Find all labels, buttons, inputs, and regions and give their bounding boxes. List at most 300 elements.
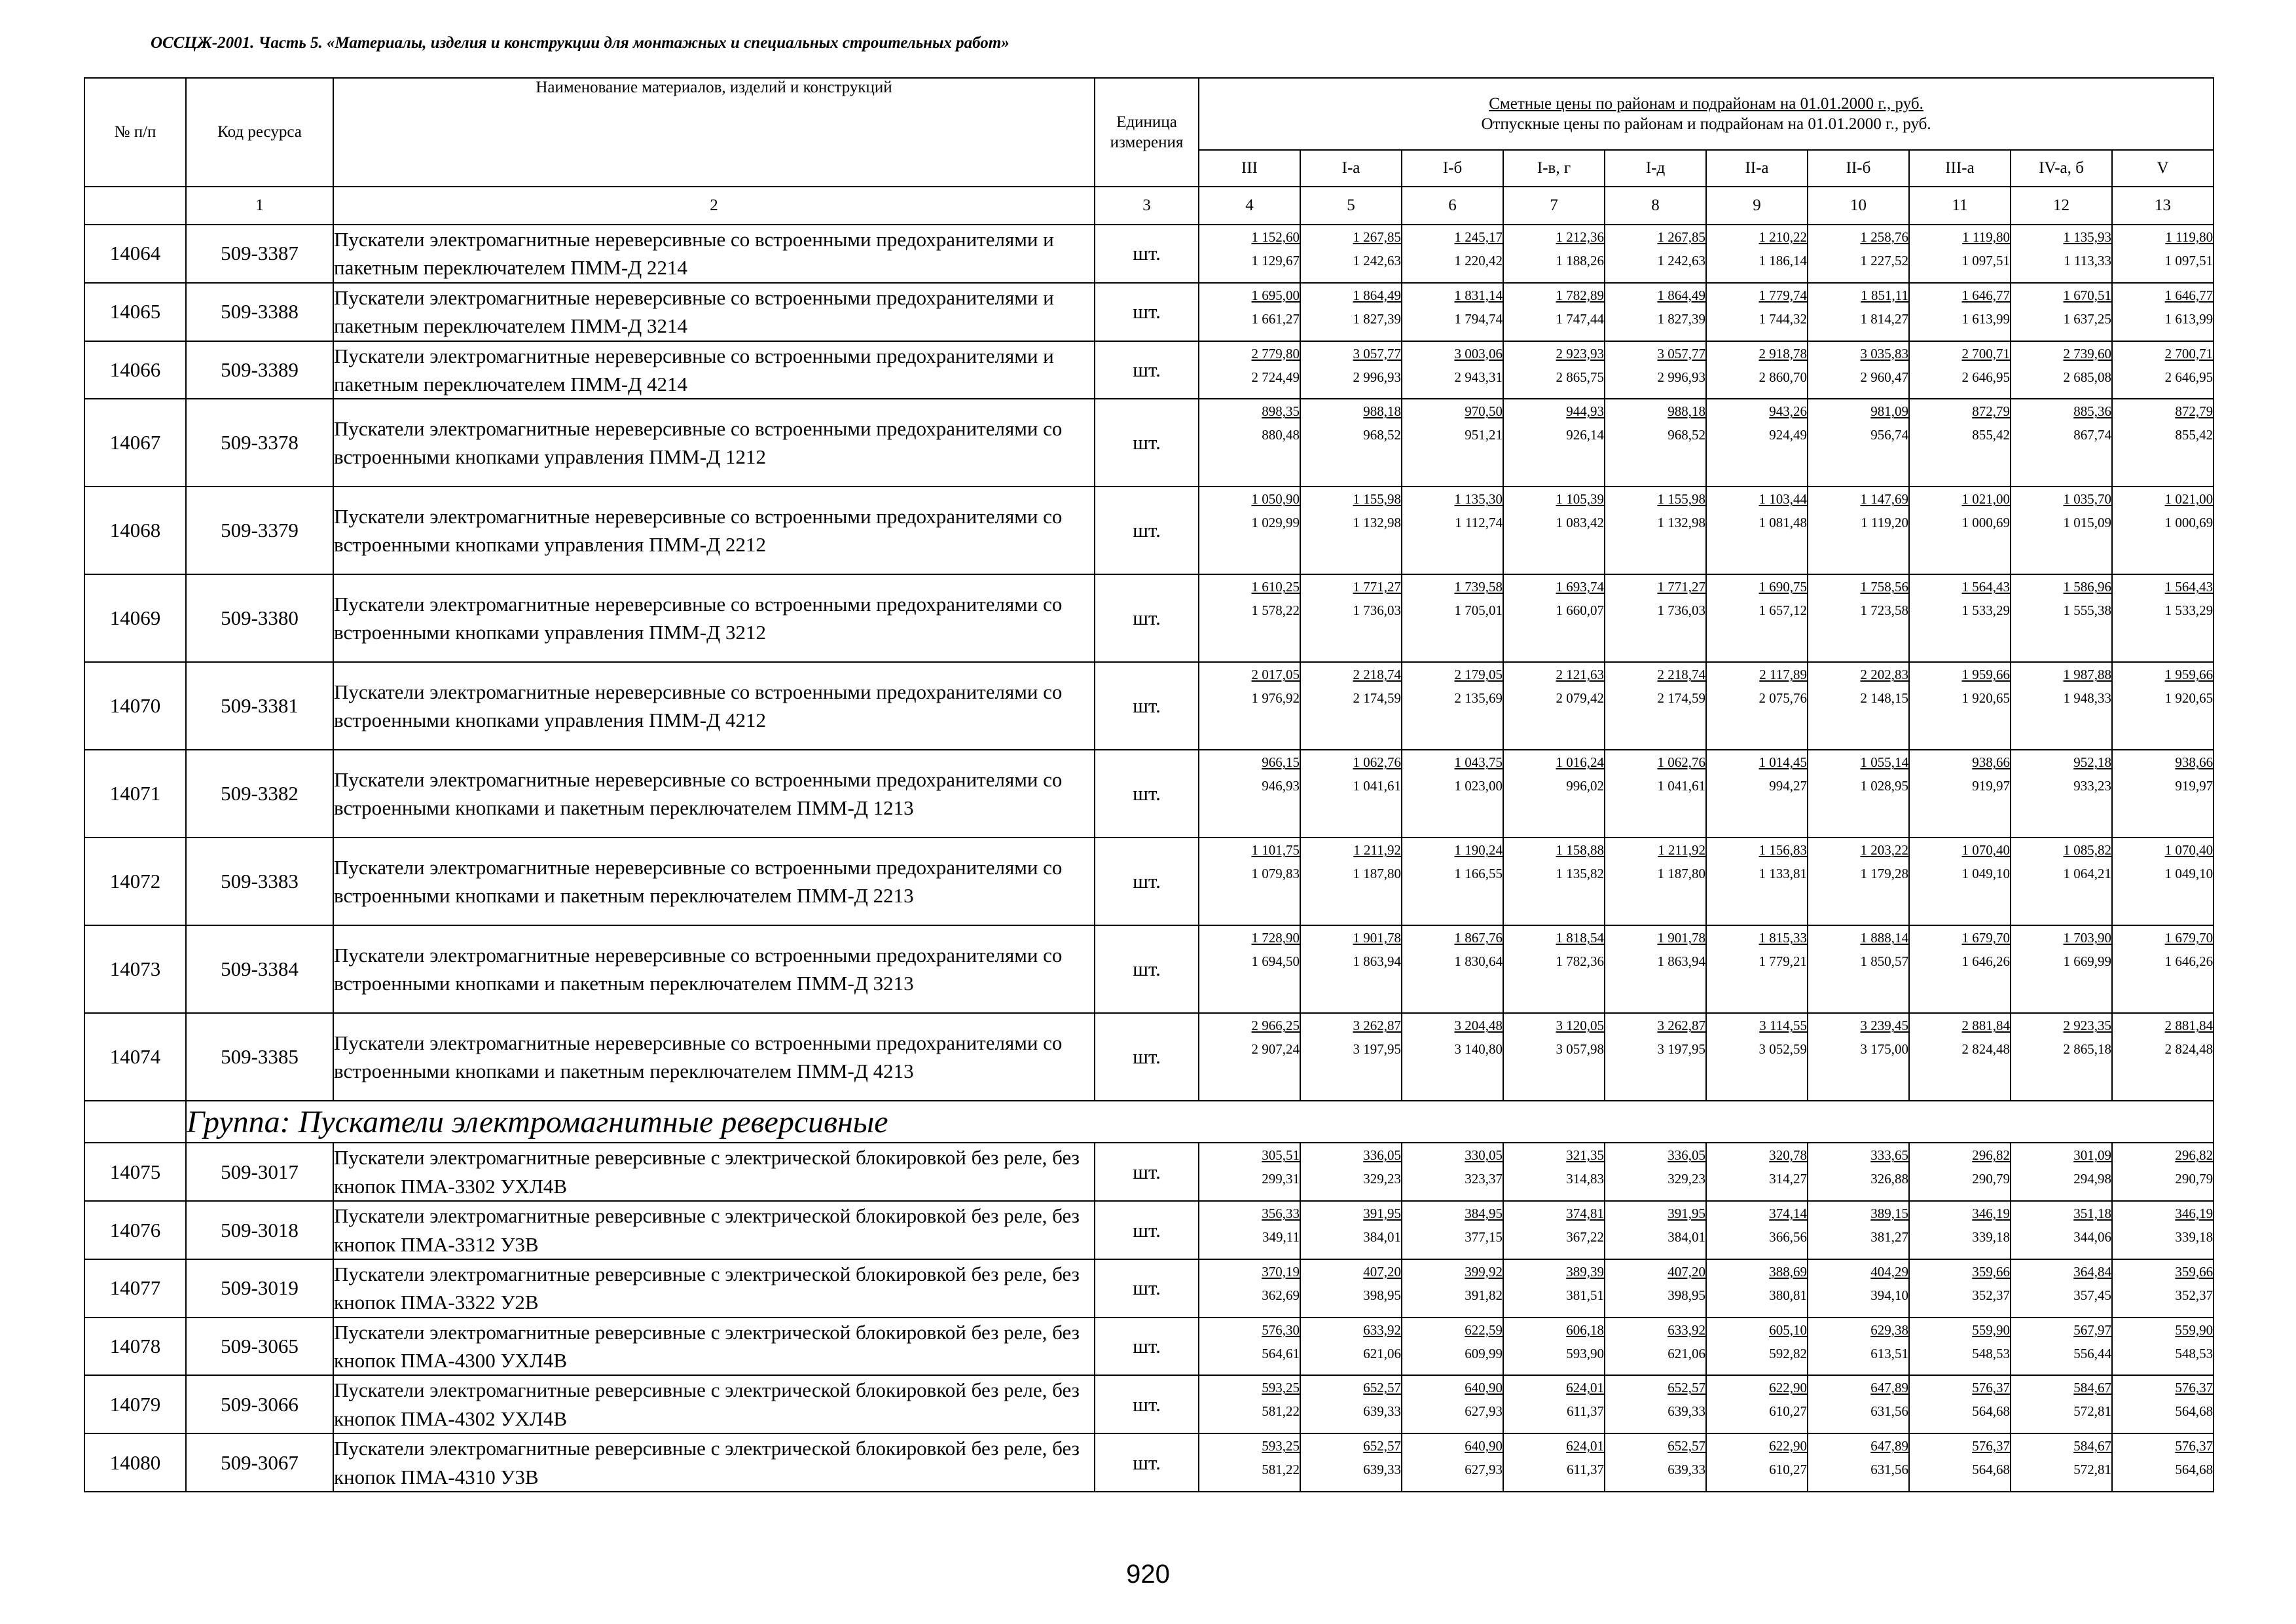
price-cell <box>1503 283 1605 341</box>
price-cell <box>1909 399 2011 487</box>
price-cell <box>2011 1433 2112 1492</box>
price-cell <box>1402 662 1503 750</box>
release-price: 2 075,76 <box>1758 690 1807 707</box>
price-cell <box>1909 1013 2011 1101</box>
resource-code: 509-3065 <box>186 1318 333 1376</box>
unit-of-measure: шт. <box>1095 1433 1199 1492</box>
estimate-price: 1 864,49 <box>1657 287 1705 303</box>
release-price: 352,37 <box>1972 1287 2010 1303</box>
price-cell <box>1300 1259 1402 1318</box>
price-cell <box>2011 838 2112 925</box>
price-cell <box>2011 341 2112 399</box>
estimate-price: 1 016,24 <box>1556 754 1604 771</box>
release-price: 362,69 <box>1262 1287 1300 1303</box>
estimate-price: 1 211,92 <box>1353 842 1401 858</box>
price-cell <box>1300 662 1402 750</box>
release-price: 323,37 <box>1465 1171 1503 1187</box>
price-cell <box>1909 1375 2011 1433</box>
estimate-price: 320,78 <box>1769 1147 1807 1164</box>
release-price: 1 555,38 <box>2063 602 2111 619</box>
price-cell <box>1503 1318 1605 1376</box>
price-cell <box>1300 1201 1402 1259</box>
price-cell <box>1300 838 1402 925</box>
price-cell <box>1808 574 1909 662</box>
estimate-price: 296,82 <box>2175 1147 2214 1164</box>
release-price: 1 782,36 <box>1556 953 1604 970</box>
estimate-price: 559,90 <box>1972 1321 2010 1338</box>
estimate-price: 1 147,69 <box>1860 491 1908 507</box>
estimate-price: 407,20 <box>1363 1263 1401 1280</box>
price-cell <box>1199 1143 1300 1201</box>
release-price: 994,27 <box>1769 778 1807 794</box>
release-price: 1 660,07 <box>1556 602 1604 619</box>
estimate-price: 1 779,74 <box>1758 287 1807 303</box>
estimate-price: 1 864,49 <box>1353 287 1401 303</box>
price-cell <box>1808 1013 1909 1101</box>
release-price: 564,68 <box>2175 1403 2214 1420</box>
release-price: 329,23 <box>1363 1171 1401 1187</box>
row-number: 14064 <box>84 225 186 283</box>
release-price: 1 132,98 <box>1657 515 1705 531</box>
price-cell <box>2112 487 2214 574</box>
release-price: 1 187,80 <box>1353 866 1401 882</box>
price-cell <box>1199 925 1300 1013</box>
release-price: 2 079,42 <box>1556 690 1604 707</box>
price-cell <box>1199 487 1300 574</box>
estimate-price: 938,66 <box>1972 754 2010 771</box>
release-price: 2 824,48 <box>2164 1041 2214 1058</box>
row-number: 14072 <box>84 838 186 925</box>
estimate-price: 943,26 <box>1769 403 1807 420</box>
price-cell <box>2011 574 2112 662</box>
header-column-number: 1 <box>186 187 333 225</box>
price-cell <box>1605 925 1706 1013</box>
price-cell <box>1605 750 1706 838</box>
header-code: Код ресурса <box>186 78 333 187</box>
price-cell <box>1402 225 1503 283</box>
price-cell <box>1503 1201 1605 1259</box>
price-cell <box>2112 750 2214 838</box>
price-cell <box>1909 283 2011 341</box>
release-price: 398,95 <box>1363 1287 1401 1303</box>
release-price: 2 685,08 <box>2063 369 2111 385</box>
price-cell <box>1605 838 1706 925</box>
price-cell <box>1402 341 1503 399</box>
release-price: 299,31 <box>1262 1171 1300 1187</box>
release-price: 3 175,00 <box>1860 1041 1908 1058</box>
price-cell <box>1909 1433 2011 1492</box>
estimate-price: 1 212,36 <box>1556 229 1604 245</box>
table-row <box>84 1259 2214 1318</box>
price-cell <box>1402 925 1503 1013</box>
estimate-price: 576,37 <box>2175 1380 2214 1396</box>
release-price: 1 669,99 <box>2063 953 2111 970</box>
estimate-price: 981,09 <box>1870 403 1908 420</box>
release-price: 1 637,25 <box>2063 310 2111 327</box>
estimate-price: 898,35 <box>1262 403 1300 420</box>
price-cell <box>2112 1259 2214 1318</box>
price-cell <box>1402 283 1503 341</box>
estimate-price: 624,01 <box>1566 1438 1604 1454</box>
release-price: 855,42 <box>1972 427 2010 443</box>
estimate-price: 346,19 <box>1972 1206 2010 1222</box>
estimate-price: 1 055,14 <box>1860 754 1908 771</box>
estimate-price: 633,92 <box>1363 1321 1401 1338</box>
caption-release: Отпускные цены по районам и подрайонам на 01.01.2000 г., руб. <box>1481 115 1931 133</box>
estimate-price: 364,84 <box>2073 1263 2111 1280</box>
caption-estimate: Сметные цены по районам и подрайонам на 01.01.2000 г., руб. <box>1489 94 1923 113</box>
release-price: 1 744,32 <box>1758 310 1807 327</box>
release-price: 394,10 <box>1870 1287 1908 1303</box>
estimate-price: 1 771,27 <box>1353 579 1401 595</box>
release-price: 564,68 <box>1972 1462 2010 1478</box>
header-region: III-а <box>1909 150 2011 187</box>
resource-code: 509-3067 <box>186 1433 333 1492</box>
estimate-price: 640,90 <box>1465 1380 1503 1396</box>
price-cell <box>1706 838 1808 925</box>
estimate-price: 359,66 <box>1972 1263 2010 1280</box>
release-price: 2 724,49 <box>1251 369 1300 385</box>
material-name: Пускатели электромагнитные реверсивные с электрической блокировкой без реле, без кнопок ПМА-3312 У3В <box>333 1201 1095 1259</box>
release-price: 391,82 <box>1465 1287 1503 1303</box>
price-cell <box>1808 925 1909 1013</box>
release-price: 1 661,27 <box>1251 310 1300 327</box>
estimate-price: 629,38 <box>1870 1321 1908 1338</box>
estimate-price: 407,20 <box>1667 1263 1705 1280</box>
header-column-number: 12 <box>2011 187 2112 225</box>
row-number: 14077 <box>84 1259 186 1318</box>
release-price: 1 736,03 <box>1353 602 1401 619</box>
price-cell <box>1402 1318 1503 1376</box>
release-price: 314,83 <box>1566 1171 1604 1187</box>
price-cell <box>2011 1201 2112 1259</box>
price-cell <box>1199 341 1300 399</box>
price-cell <box>1605 1143 1706 1201</box>
estimate-price: 1 758,56 <box>1860 579 1908 595</box>
estimate-price: 1 771,27 <box>1657 579 1705 595</box>
price-cell <box>1199 1433 1300 1492</box>
release-price: 631,56 <box>1870 1403 1908 1420</box>
price-cell <box>1808 1201 1909 1259</box>
estimate-price: 652,57 <box>1363 1438 1401 1454</box>
estimate-price: 2 121,63 <box>1556 667 1604 683</box>
estimate-price: 872,79 <box>1972 403 2010 420</box>
price-cell <box>1300 399 1402 487</box>
price-cell <box>1909 750 2011 838</box>
release-price: 609,99 <box>1465 1345 1503 1361</box>
material-name: Пускатели электромагнитные нереверсивные со встроенными предохранителями со встроенными кнопками и пакетным переключателем ПММ-Д 1213 <box>333 750 1095 838</box>
price-cell <box>1706 399 1808 487</box>
estimate-price: 391,95 <box>1363 1206 1401 1222</box>
release-price: 1 920,65 <box>2164 690 2214 707</box>
price-cell <box>1503 399 1605 487</box>
unit-of-measure: шт. <box>1095 1143 1199 1201</box>
estimate-price: 593,25 <box>1262 1438 1300 1454</box>
release-price: 548,53 <box>1972 1345 2010 1361</box>
price-cell <box>1402 399 1503 487</box>
price-cell <box>2112 1143 2214 1201</box>
price-cell <box>1706 1013 1808 1101</box>
group-spacer <box>84 1101 186 1143</box>
release-price: 2 907,24 <box>1251 1041 1300 1058</box>
unit-of-measure: шт. <box>1095 750 1199 838</box>
estimate-price: 1 831,14 <box>1454 287 1503 303</box>
estimate-price: 576,30 <box>1262 1321 1300 1338</box>
price-cell <box>1909 1143 2011 1201</box>
estimate-price: 1 728,90 <box>1251 930 1300 946</box>
release-price: 1 132,98 <box>1353 515 1401 531</box>
estimate-price: 1 156,83 <box>1758 842 1807 858</box>
release-price: 1 083,42 <box>1556 515 1604 531</box>
resource-code: 509-3387 <box>186 225 333 283</box>
unit-of-measure: шт. <box>1095 574 1199 662</box>
estimate-price: 3 057,77 <box>1353 345 1401 361</box>
price-cell <box>1706 925 1808 1013</box>
estimate-price: 970,50 <box>1465 403 1503 420</box>
release-price: 592,82 <box>1769 1345 1807 1361</box>
price-cell <box>1706 662 1808 750</box>
estimate-price: 3 262,87 <box>1353 1018 1401 1034</box>
price-cell <box>2011 1013 2112 1101</box>
price-cell <box>2011 487 2112 574</box>
release-price: 924,49 <box>1769 427 1807 443</box>
release-price: 1 049,10 <box>2164 866 2214 882</box>
price-cell <box>1605 1259 1706 1318</box>
price-cell <box>1402 1259 1503 1318</box>
table-row <box>84 662 2214 750</box>
release-price: 996,02 <box>1566 778 1604 794</box>
estimate-price: 2 218,74 <box>1353 667 1401 683</box>
release-price: 1 029,99 <box>1251 515 1300 531</box>
table-row <box>84 1013 2214 1101</box>
estimate-price: 1 135,30 <box>1454 491 1503 507</box>
release-price: 381,51 <box>1566 1287 1604 1303</box>
estimate-price: 1 670,51 <box>2063 287 2111 303</box>
estimate-price: 944,93 <box>1566 403 1604 420</box>
estimate-price: 966,15 <box>1262 754 1300 771</box>
estimate-price: 988,18 <box>1667 403 1705 420</box>
material-name: Пускатели электромагнитные нереверсивные со встроенными предохранителями со встроенными кнопками управления ПММ-Д 4212 <box>333 662 1095 750</box>
material-name: Пускатели электромагнитные нереверсивные со встроенными предохранителями со встроенными кнопками и пакетным переключателем ПММ-Д 4213 <box>333 1013 1095 1101</box>
resource-code: 509-3382 <box>186 750 333 838</box>
release-price: 956,74 <box>1870 427 1908 443</box>
estimate-price: 559,90 <box>2175 1321 2214 1338</box>
header-region: V <box>2112 150 2214 187</box>
resource-code: 509-3383 <box>186 838 333 925</box>
estimate-price: 359,66 <box>2175 1263 2214 1280</box>
release-price: 1 187,80 <box>1657 866 1705 882</box>
release-price: 968,52 <box>1363 427 1401 443</box>
release-price: 290,79 <box>2175 1171 2214 1187</box>
price-cell <box>1300 925 1402 1013</box>
estimate-price: 2 779,80 <box>1251 345 1300 361</box>
unit-of-measure: шт. <box>1095 1259 1199 1318</box>
release-price: 855,42 <box>2175 427 2214 443</box>
price-cell <box>1909 662 2011 750</box>
price-cell <box>1808 399 1909 487</box>
table-row <box>84 1433 2214 1492</box>
price-cell <box>2011 1143 2112 1201</box>
price-cell <box>1605 1433 1706 1492</box>
release-price: 1 064,21 <box>2063 866 2111 882</box>
price-cell <box>2011 1259 2112 1318</box>
estimate-price: 2 017,05 <box>1251 667 1300 683</box>
header-region: III <box>1199 150 1300 187</box>
resource-code: 509-3385 <box>186 1013 333 1101</box>
price-cell <box>1300 1143 1402 1201</box>
release-price: 1 948,33 <box>2063 690 2111 707</box>
price-cell <box>1706 1375 1808 1433</box>
price-cell <box>2112 662 2214 750</box>
release-price: 611,37 <box>1567 1403 1604 1420</box>
estimate-price: 1 155,98 <box>1353 491 1401 507</box>
price-cell <box>1605 341 1706 399</box>
release-price: 326,88 <box>1870 1171 1908 1187</box>
release-price: 610,27 <box>1769 1462 1807 1478</box>
estimate-price: 1 245,17 <box>1454 229 1503 245</box>
price-cell <box>1402 574 1503 662</box>
resource-code: 509-3378 <box>186 399 333 487</box>
release-price: 1 220,42 <box>1454 253 1503 268</box>
row-number: 14069 <box>84 574 186 662</box>
header-no: № п/п <box>84 78 186 187</box>
header-column-number: 10 <box>1808 187 1909 225</box>
release-price: 1 827,39 <box>1353 310 1401 327</box>
estimate-price: 885,36 <box>2073 403 2111 420</box>
price-cell <box>1402 1433 1503 1492</box>
release-price: 3 140,80 <box>1454 1041 1503 1058</box>
price-cell <box>1199 225 1300 283</box>
release-price: 919,97 <box>2175 778 2214 794</box>
estimate-price: 1 105,39 <box>1556 491 1604 507</box>
estimate-price: 1 062,76 <box>1353 754 1401 771</box>
price-table <box>84 77 2214 1492</box>
row-number: 14076 <box>84 1201 186 1259</box>
release-price: 2 865,18 <box>2063 1041 2111 1058</box>
price-cell <box>1808 1375 1909 1433</box>
estimate-price: 356,33 <box>1262 1206 1300 1222</box>
estimate-price: 1 152,60 <box>1251 229 1300 245</box>
price-cell <box>1300 1013 1402 1101</box>
material-name: Пускатели электромагнитные нереверсивные со встроенными предохранителями со встроенными кнопками управления ПММ-Д 3212 <box>333 574 1095 662</box>
release-price: 611,37 <box>1567 1462 1604 1478</box>
unit-of-measure: шт. <box>1095 1013 1199 1101</box>
estimate-price: 622,90 <box>1769 1438 1807 1454</box>
estimate-price: 1 703,90 <box>2063 930 2111 946</box>
material-name: Пускатели электромагнитные нереверсивные со встроенными предохранителями со встроенными кнопками управления ПММ-Д 2212 <box>333 487 1095 574</box>
unit-of-measure: шт. <box>1095 838 1199 925</box>
price-cell <box>1706 341 1808 399</box>
price-cell <box>1706 574 1808 662</box>
release-price: 1 113,33 <box>2064 253 2111 268</box>
price-cell <box>1808 1259 1909 1318</box>
unit-of-measure: шт. <box>1095 283 1199 341</box>
price-cell <box>2011 925 2112 1013</box>
price-cell <box>1706 750 1808 838</box>
row-number: 14067 <box>84 399 186 487</box>
resource-code: 509-3019 <box>186 1259 333 1318</box>
estimate-price: 1 021,00 <box>2164 491 2214 507</box>
release-price: 1 863,94 <box>1657 953 1705 970</box>
estimate-price: 1 815,33 <box>1758 930 1807 946</box>
release-price: 581,22 <box>1262 1462 1300 1478</box>
price-cell <box>1300 283 1402 341</box>
estimate-price: 647,89 <box>1870 1380 1908 1396</box>
release-price: 1 000,69 <box>2164 515 2214 531</box>
release-price: 2 960,47 <box>1860 369 1908 385</box>
row-number: 14080 <box>84 1433 186 1492</box>
release-price: 1 049,10 <box>1961 866 2010 882</box>
release-price: 1 179,28 <box>1860 866 1908 882</box>
release-price: 1 863,94 <box>1353 953 1401 970</box>
price-cell <box>1199 838 1300 925</box>
material-name: Пускатели электромагнитные реверсивные с электрической блокировкой без реле, без кнопок ПМА-4302 УХЛ4В <box>333 1375 1095 1433</box>
estimate-price: 333,65 <box>1870 1147 1908 1164</box>
estimate-price: 652,57 <box>1667 1438 1705 1454</box>
estimate-price: 3 204,48 <box>1454 1018 1503 1034</box>
estimate-price: 584,67 <box>2073 1438 2111 1454</box>
unit-of-measure: шт. <box>1095 1201 1199 1259</box>
price-cell <box>2011 662 2112 750</box>
release-price: 1 112,74 <box>1455 515 1503 531</box>
page-number: 920 <box>1126 1560 1170 1589</box>
estimate-price: 1 135,93 <box>2063 229 2111 245</box>
release-price: 1 779,21 <box>1758 953 1807 970</box>
table-row <box>84 283 2214 341</box>
estimate-price: 2 881,84 <box>2164 1018 2214 1034</box>
estimate-price: 622,59 <box>1465 1321 1503 1338</box>
release-price: 1 041,61 <box>1353 778 1401 794</box>
price-cell <box>1402 1201 1503 1259</box>
release-price: 357,45 <box>2073 1287 2111 1303</box>
price-cell <box>1605 487 1706 574</box>
price-cell <box>1300 750 1402 838</box>
price-cell <box>2011 750 2112 838</box>
price-cell <box>1706 283 1808 341</box>
estimate-price: 652,57 <box>1667 1380 1705 1396</box>
table-row <box>84 838 2214 925</box>
estimate-price: 2 739,60 <box>2063 345 2111 361</box>
price-cell <box>1199 750 1300 838</box>
estimate-price: 301,09 <box>2073 1147 2111 1164</box>
release-price: 398,95 <box>1667 1287 1705 1303</box>
release-price: 1 814,27 <box>1860 310 1908 327</box>
estimate-price: 2 117,89 <box>1759 667 1807 683</box>
estimate-price: 1 646,77 <box>1961 287 2010 303</box>
estimate-price: 1 586,96 <box>2063 579 2111 595</box>
resource-code: 509-3379 <box>186 487 333 574</box>
release-price: 1 028,95 <box>1860 778 1908 794</box>
release-price: 1 119,20 <box>1861 515 1908 531</box>
release-price: 1 242,63 <box>1353 253 1401 268</box>
estimate-price: 1 739,58 <box>1454 579 1503 595</box>
release-price: 1 227,52 <box>1860 253 1908 268</box>
release-price: 968,52 <box>1667 427 1705 443</box>
release-price: 1 041,61 <box>1657 778 1705 794</box>
row-number: 14068 <box>84 487 186 574</box>
release-price: 377,15 <box>1465 1229 1503 1246</box>
price-cell <box>1808 225 1909 283</box>
price-cell <box>2112 1433 2214 1492</box>
release-price: 1 578,22 <box>1251 602 1300 619</box>
release-price: 1 135,82 <box>1556 866 1604 882</box>
release-price: 384,01 <box>1667 1229 1705 1246</box>
price-cell <box>1706 225 1808 283</box>
estimate-price: 1 101,75 <box>1251 842 1300 858</box>
header-region: I-а <box>1300 150 1402 187</box>
header-column-number: 13 <box>2112 187 2214 225</box>
estimate-price: 1 119,80 <box>2165 229 2214 245</box>
